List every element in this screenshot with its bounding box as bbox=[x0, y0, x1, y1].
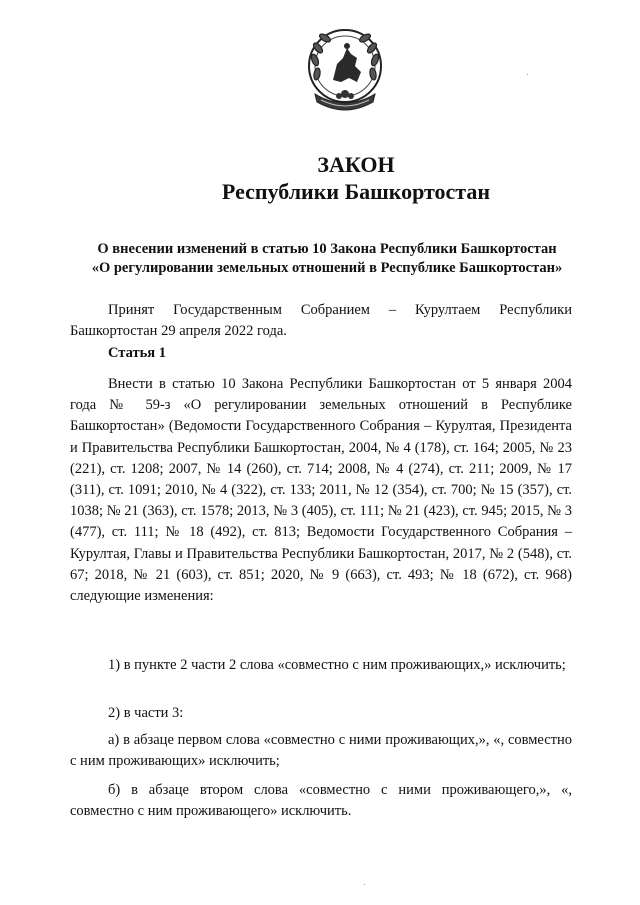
document-title-republic: Республики Башкортостан bbox=[221, 179, 491, 204]
law-subtitle-line-2: «О регулировании земельных отношений в Республике Башкортостан» bbox=[91, 260, 563, 276]
adoption-note: Принят Государственным Собранием – Курултаем Республики Башкортостан 29 апреля 2022 года. bbox=[70, 302, 572, 339]
amendment-item-2: 2) в части 3: bbox=[108, 705, 184, 721]
law-subtitle-line-1: О внесении изменений в статью 10 Закона Республики Башкортостан bbox=[97, 241, 557, 257]
article-heading: Статья 1 bbox=[108, 345, 166, 361]
amendment-item-a: а) в абзаце первом слова «совместно с ними проживающих,», «, совместно с ним проживающих» исключить; bbox=[70, 732, 572, 769]
scan-mark bbox=[364, 884, 365, 885]
law-subtitle bbox=[78, 240, 576, 278]
scan-mark bbox=[527, 74, 528, 75]
amendment-item-1: 1) в пункте 2 части 2 слова «совместно с ним проживающих,» исключить; bbox=[108, 657, 566, 673]
amendment-item-b: б) в абзаце втором слова «совместно с ними проживающего,», «, совместно с ним проживающего» исключить. bbox=[70, 782, 572, 819]
coat-of-arms-icon bbox=[303, 20, 387, 120]
article-main-paragraph: Внести в статью 10 Закона Республики Башкортостан от 5 января 2004 года № 59-з «О регулировании земельных отношений в Республике Башкортостан» (Ведомости Государственного Собрания – Курултая, Президента и Правительства Республики Башкортостан, 2004, № 4 (178), ст. 164; 2005, № 23 (221), ст. 1208; 2007, № 14 (260), ст. 714; 2008, № 4 (274), ст. 211; 2009, № 17 (311), ст. 1091; 2010, № 4 (322), ст. 133; 2011, № 12 (354), ст. 700; № 15 (357), ст. 1038; № 21 (363), ст. 1578; 2013, № 3 (405), ст. 111; № 21 (423), ст. 945; 2015, № 3 (477), ст. 111; № 18 (492), ст. 813; Ведомости Государственного Собрания – Курултая, Главы и Правительства Республики Башкортостан, 2017, № 2 (548), ст. 67; 2018, № 21 (603), ст. 851; 2020, № 9 (663), ст. 493; № 18 (672), ст. 968) следующие изменения: bbox=[70, 376, 572, 605]
document-title: ЗАКОН bbox=[317, 152, 395, 177]
